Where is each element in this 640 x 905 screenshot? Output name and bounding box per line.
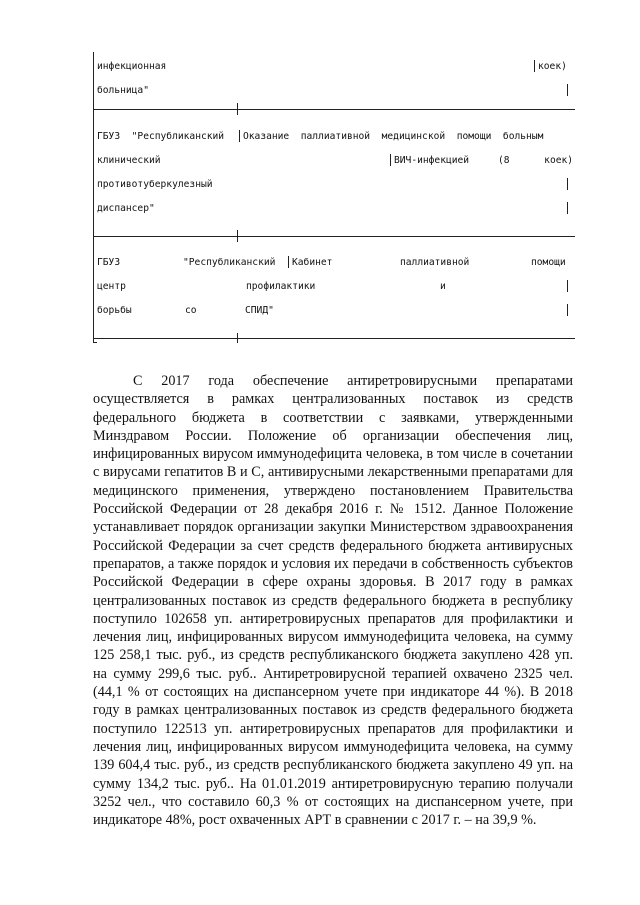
cell-bar: [288, 256, 289, 268]
table-left-border: [93, 52, 94, 342]
row3-left-word1: ГБУЗ: [97, 257, 121, 268]
main-paragraph-block: [93, 372, 573, 829]
row3-left-word2: "Республиканский: [183, 257, 276, 268]
row3-left-word5: и: [440, 281, 446, 292]
cell-bar: [534, 60, 535, 72]
cell-bar: [390, 154, 391, 166]
row3-left-word6: борьбы: [97, 305, 132, 316]
row2-left-line4: диспансер": [97, 203, 155, 214]
cell-bar: [567, 202, 568, 214]
row1-right-line1: коек): [538, 61, 567, 72]
row2-right-line2: ВИЧ-инфекцией (8 коек): [394, 155, 574, 166]
table-bottom-border: [93, 338, 575, 339]
main-paragraph: С 2017 года обеспечение антиретровирусными препаратами осуществляется в рамках централизованных поставок из средств федерального бюджета в соответствии с заявками, утвержденными Минздравом России. Положение об организации обеспечения лиц, инфицированных вирусом иммунодефицита человека, в том числе в сочетании с вирусами гепатитов B и C, антивирусными лекарственными препаратами для медицинского применения, утверждено постановлением Правительства Российской Федерации от 28 декабря 2016 г. № 1512. Данное Положение устанавливает порядок организации закупки Министерством здравоохранения Российской Федерации за счет средств федерального бюджета антивирусных препаратов, а также порядок и условия их передачи в собственность субъектов Российской Федерации в сфере охраны здоровья. В 2017 году в рамках централизованных поставок из средств федерального бюджета в республику поступило 102658 уп. антиретровирусных препаратов для профилактики и лечения лиц, инфицированных вирусом иммунодефицита человека, на сумму 125 258,1 тыс. руб., из средств республиканского бюджета закуплено 428 уп. на сумму 299,6 тыс. руб.. Антиретровирусной терапией охвачено 2325 чел. (44,1 % от состоящих на диспансерном учете при индикаторе 44 %). В 2018 году в рамках централизованных поставок из средств федерального бюджета поступило 122513 уп. антиретровирусных препаратов для профилактики и лечения лиц, инфицированных вирусом иммунодефицита человека, на сумму 139 604,4 тыс. руб., из средств республиканского бюджета закуплено 49 уп. на сумму 134,2 тыс. руб.. На 01.01.2019 антиретровирусную терапию получали 3252 чел., что составило 60,3 % от состоящих на диспансерном учете, при индикаторе 48%, рост охваченных АРТ в сравнении с 2017 г. – на 39,9 %.: [93, 373, 573, 829]
row3-left-word4: профилактики: [246, 281, 316, 292]
cell-bar: [567, 84, 568, 96]
cell-bar: [567, 304, 568, 316]
cell-bar: [567, 178, 568, 190]
row2-left-line1: ГБУЗ "Республиканский: [97, 131, 225, 142]
row3-right-word1: Кабинет: [292, 257, 333, 268]
facilities-table: [93, 52, 575, 342]
cell-bar: [239, 130, 240, 142]
cell-bar: [567, 280, 568, 292]
row2-right-line1: Оказание паллиативной медицинской помощи больным: [243, 131, 544, 142]
row3-left-word8: СПИД": [245, 305, 274, 316]
corner-mark: [93, 342, 97, 343]
row3-left-word3: центр: [97, 281, 126, 292]
row-divider-2: [93, 236, 575, 237]
column-tick-1: [237, 103, 238, 115]
row2-left-line3: противотуберкулезный: [97, 179, 213, 190]
row3-right-word3: помощи: [531, 257, 566, 268]
column-tick-3: [237, 333, 238, 343]
row3-right-word2: паллиативной: [400, 257, 470, 268]
row3-left-word7: со: [185, 305, 197, 316]
row-divider-1: [93, 109, 575, 110]
row2-left-line2: клинический: [97, 155, 161, 166]
column-tick-2: [237, 230, 238, 242]
row1-left-line2: больница": [97, 85, 149, 96]
row1-left-line1: инфекционная: [97, 61, 167, 72]
